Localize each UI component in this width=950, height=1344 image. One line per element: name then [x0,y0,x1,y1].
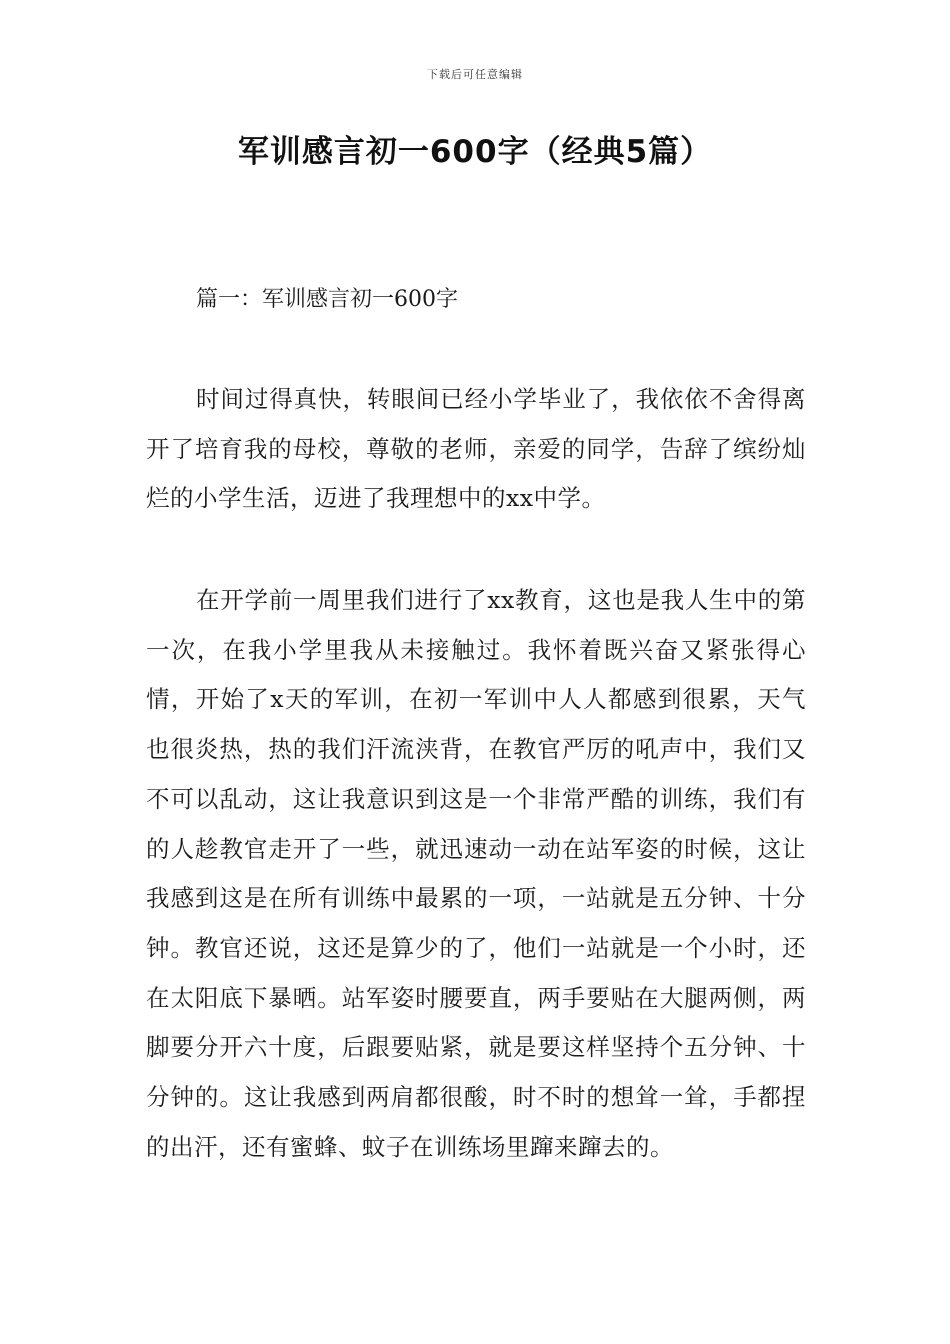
section-heading: 篇一：军训感言初一600字 [196,287,458,312]
document-title: 军训感言初一600字（经典5篇） [237,134,713,170]
body-paragraph: 在开学前一周里我们进行了xx教育，这也是我人生中的第一次，在我小学里我从未接触过。我怀着既兴奋又紧张得心情，开始了x天的军训，在初一军训中人人都感到很累，天气也很炎热，热的我们汗流浃背，在教官严厉的吼声中，我们又不可以乱动，这让我意识到这是一个非常严酷的训练，我们有的人趁教官走开了一些，就迅速动一动在站军姿的时候，这让我感到这是在所有训练中最累的一项，一站就是五分钟、十分钟。教官还说，这还是算少的了，他们一站就是一个小时，还在太阳底下暴晒。站军姿时腰要直，两手要贴在大腿两侧，两脚要分开六十度，后跟要贴紧，就是要这样坚持个五分钟、十分钟的。这让我感到两肩都很酸，时不时的想耸一耸，手都捏的出汗，还有蜜蜂、蚊子在训练场里蹿来蹿去的。 [146,586,806,1161]
body-paragraph: 时间过得真快，转眼间已经小学毕业了，我依依不舍得离开了培育我的母校，尊敬的老师，亲爱的同学，告辞了缤纷灿烂的小学生活，迈进了我理想中的xx中学。 [146,385,806,513]
header-note: 下载后可任意编辑 [427,68,523,81]
